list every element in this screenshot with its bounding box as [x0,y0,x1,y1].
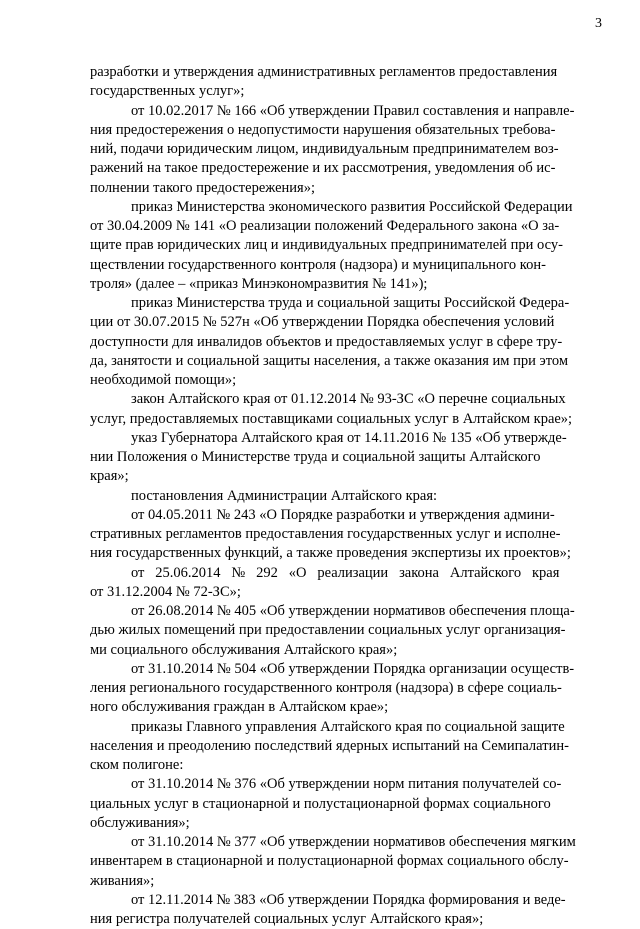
text-line: ществлении государственного контроля (надзора) и муниципального кон- [90,256,546,273]
text-line: щите прав юридических лиц и индивидуальных предпринимателей при осу- [90,237,563,254]
text-line: живания»; [90,872,155,889]
text-line: да, занятости и социальной защиты населения, а также оказания им при этом [90,352,569,369]
text-line: от 31.10.2014 № 376 «Об утверждении норм питания получателей со- [131,776,562,793]
text-line: стративных регламентов предоставления государственных услуг и исполне- [90,526,561,542]
text-line: доступности для инвалидов объектов и предоставляемых услуг в сфере тру- [90,333,563,350]
page-number: 3 [595,16,602,31]
text-line: ного обслуживания граждан в Алтайском крае»; [90,699,389,716]
text-line: обслуживания»; [90,814,190,831]
text-line: полнении такого предостережения»; [90,179,315,196]
text-line: разработки и утверждения административных регламентов предоставления [90,64,558,80]
text-line: от 31.10.2014 № 377 «Об утверждении нормативов обеспечения мягким [131,834,576,850]
text-line: циальных услуг в стационарной и полустационарной формах социального [90,795,551,812]
text-line: ления регионального государственного контроля (надзора) в сфере социаль- [90,680,562,696]
text-line: закон Алтайского края от 01.12.2014 № 93-ЗС «О перечне социальных [131,391,566,408]
text-line: услуг, предоставляемых поставщиками социальных услуг в Алтайском крае»; [90,410,573,427]
text-line: приказ Министерства экономического развития Российской Федерации [131,198,573,215]
text-line: ний, подачи юридическим лицом, индивидуальным предпринимателем воз- [90,141,559,157]
text-line: ми социального обслуживания Алтайского края»; [90,641,398,658]
text-line: от 10.02.2017 № 166 «Об утверждении Правил составления и направле- [131,102,575,119]
text-line: от 30.04.2009 № 141 «О реализации положений Федерального закона «О за- [90,218,560,234]
text-line: ния предостережения о недопустимости нарушения обязательных требова- [90,121,556,138]
text-line: государственных услуг»; [90,83,245,100]
text-line: указ Губернатора Алтайского края от 14.11.2016 № 135 «Об утвержде- [131,429,567,446]
text-line: приказы Главного управления Алтайского края по социальной защите [131,718,565,735]
text-line: от 31.12.2004 № 72-ЗС»; [90,583,241,600]
text-line: постановления Администрации Алтайского края: [131,487,438,504]
text-line: троля» (далее – «приказ Минэкономразвития № 141»); [90,275,428,292]
text-line: от 26.08.2014 № 405 «Об утверждении нормативов обеспечения площа- [131,603,575,619]
text-line: ния регистра получателей социальных услуг Алтайского края»; [90,911,484,927]
text-line: дью жилых помещений при предоставлении социальных услуг организация- [90,622,566,639]
document-body [90,63,596,929]
text-line: края»; [90,468,129,485]
text-line: нии Положения о Министерстве труда и социальной защиты Алтайского [90,449,541,465]
text-line: ции от 30.07.2015 № 527н «Об утверждении Порядка обеспечения условий [90,314,555,331]
text-line: населения и преодолению последствий ядерных испытаний на Семипалатин- [90,737,569,754]
text-line: от 12.11.2014 № 383 «Об утверждении Порядка формирования и веде- [131,891,566,908]
text-line: приказ Министерства труда и социальной защиты Российской Федера- [131,295,570,311]
text-line: ния государственных функций, а также проведения экспертизы их проектов»; [90,545,571,562]
text-line: инвентарем в стационарной и полустационарной формах социального обслу- [90,853,569,870]
text-line: ражений на такое предостережение и их рассмотрения, уведомления об ис- [90,160,556,177]
text-line: от 31.10.2014 № 504 «Об утверждении Порядка организации осуществ- [131,660,575,677]
text-line: ском полигоне: [90,757,184,773]
text-line: от 04.05.2011 № 243 «О Порядке разработки и утверждения админи- [131,506,555,523]
text-line: необходимой помощи»; [90,372,237,388]
text-line: от 25.06.2014 № 292 «О реализации закона Алтайского края [131,564,560,581]
